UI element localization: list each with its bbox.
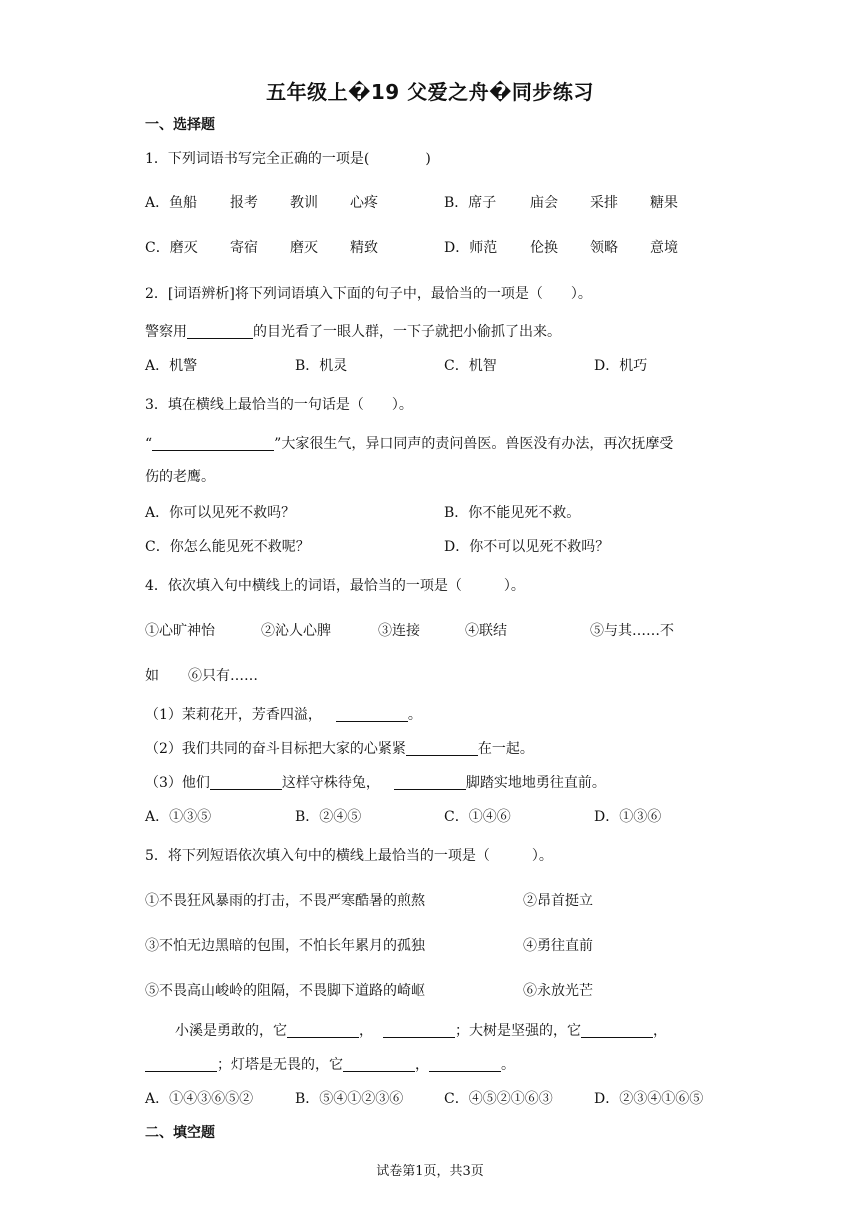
q4-option-a: A．①③⑤ xyxy=(145,809,212,825)
q4-sentence-1 xyxy=(145,704,422,724)
answer-blank xyxy=(429,1057,501,1072)
q2-option-b: B．机灵 xyxy=(295,358,348,374)
question-1-stem-close: ) xyxy=(425,151,431,167)
answer-blank xyxy=(336,707,408,722)
question-4-stem: 4．依次填入句中横线上的词语，最恰当的一项是（ ）。 xyxy=(145,578,525,594)
q4-s1-end: 。 xyxy=(407,707,422,723)
q4-option-b: B．②④⑤ xyxy=(295,809,362,825)
q4-s1-text: （1）茉莉花开，芳香四溢， xyxy=(145,707,322,723)
answer-blank xyxy=(383,1023,455,1038)
q4-s3-mid: 这样守株待兔， xyxy=(281,775,380,791)
q5-phrase-3: ③不怕无边黑暗的包围，不怕长年累月的孤独 xyxy=(145,938,425,954)
q5-l1-text-1: 小溪是勇敢的，它 xyxy=(175,1023,287,1039)
q1-option-a-2: 教训 xyxy=(290,195,318,211)
q4-word-2: ②沁人心脾 xyxy=(261,623,331,639)
answer-blank xyxy=(152,436,274,451)
q4-word-4: ④联结 xyxy=(465,623,507,639)
q5-option-d: D．②③④①⑥⑤ xyxy=(594,1091,704,1107)
q1-option-a-3: 心疼 xyxy=(350,195,378,211)
answer-blank xyxy=(145,1057,217,1072)
question-2-sentence xyxy=(145,321,561,341)
q5-l2-comma: ， xyxy=(415,1057,429,1073)
q2-sentence-start: 警察用 xyxy=(145,324,187,340)
q5-l2-end: 。 xyxy=(501,1057,515,1073)
question-3-stem: 3．填在横线上最恰当的一句话是（ ）。 xyxy=(145,397,413,413)
answer-blank xyxy=(394,775,466,790)
question-3-line-2: 伤的老鹰。 xyxy=(145,469,215,485)
q4-option-c: C．①④⑥ xyxy=(444,809,511,825)
q5-l1-text-2: ；大树是坚强的，它 xyxy=(455,1023,581,1039)
q5-phrase-4: ④勇往直前 xyxy=(523,938,593,954)
q2-option-a: A．机警 xyxy=(145,358,198,374)
q4-word-1: ①心旷神怡 xyxy=(145,623,215,639)
q1-option-b-2: 采排 xyxy=(590,195,618,211)
q1-option-d-3: 意境 xyxy=(650,240,678,256)
q3-option-b: B．你不能见死不救。 xyxy=(444,505,581,521)
q5-passage-line-2 xyxy=(145,1054,515,1074)
q1-option-d-0: D．师范 xyxy=(444,240,498,256)
answer-blank xyxy=(343,1057,415,1072)
section-heading-choice: 一、选择题 xyxy=(145,117,215,133)
answer-blank xyxy=(187,324,253,339)
page-footer: 试卷第1页，共3页 xyxy=(376,1164,484,1179)
q5-l1-comma-2: ， xyxy=(653,1023,667,1039)
question-1-stem-text: 1．下列词语书写完全正确的一项是( xyxy=(145,151,370,167)
q2-option-c: C．机智 xyxy=(444,358,497,374)
q3-option-c: C．你怎么能见死不救呢？ xyxy=(145,539,310,555)
answer-blank xyxy=(287,1023,359,1038)
q3-option-a: A．你可以见死不救吗？ xyxy=(145,505,296,521)
answer-blank xyxy=(210,775,282,790)
section-heading-fill-in: 二、填空题 xyxy=(145,1125,215,1141)
q5-phrase-2: ②昂首挺立 xyxy=(523,893,593,909)
question-3-line-1 xyxy=(145,433,673,453)
q1-option-c-1: 寄宿 xyxy=(230,240,258,256)
page-title: 五年级上�19 父爱之舟�同步练习 xyxy=(266,80,594,104)
question-1-stem xyxy=(145,148,431,168)
answer-blank xyxy=(581,1023,653,1038)
q3-option-d: D．你不可以见死不救吗？ xyxy=(444,539,610,555)
q1-option-c-2: 磨灭 xyxy=(290,240,318,256)
q4-word-5: ⑤与其……不 xyxy=(590,623,674,639)
q4-word-6: ⑥只有…… xyxy=(188,668,258,684)
q3-open-quote: “ xyxy=(145,436,153,452)
q1-option-a-1: 报考 xyxy=(230,195,258,211)
q1-option-d-1: 伦换 xyxy=(530,240,558,256)
q5-passage-line-1 xyxy=(175,1020,667,1040)
q3-line-1-text: ”大家很生气，异口同声的责问兽医。兽医没有办法，再次抚摩受 xyxy=(274,436,674,452)
q4-option-d: D．①③⑥ xyxy=(594,809,662,825)
q1-option-c-3: 精致 xyxy=(350,240,378,256)
q1-option-b-1: 庙会 xyxy=(530,195,558,211)
q2-sentence-end: 的目光看了一眼人群，一下子就把小偷抓了出来。 xyxy=(253,324,561,340)
q1-option-a-0: A．鱼船 xyxy=(145,195,198,211)
q4-s3-end: 脚踏实地地勇往直前。 xyxy=(465,775,606,791)
q1-option-b-0: B．席子 xyxy=(444,195,497,211)
q5-phrase-6: ⑥永放光芒 xyxy=(523,983,593,999)
q1-option-d-2: 领略 xyxy=(590,240,618,256)
q4-word-3: ③连接 xyxy=(378,623,420,639)
question-2-stem: 2．[词语辨析]将下列词语填入下面的句子中，最恰当的一项是（ ）。 xyxy=(145,286,592,302)
q5-l1-comma-1: ， xyxy=(359,1023,373,1039)
q5-l2-text: ；灯塔是无畏的，它 xyxy=(217,1057,343,1073)
answer-blank xyxy=(406,741,478,756)
q4-s2-text: （2）我们共同的奋斗目标把大家的心紧紧 xyxy=(145,741,406,757)
q4-sentence-2 xyxy=(145,738,534,758)
q2-option-d: D．机巧 xyxy=(594,358,648,374)
q4-s2-end: 在一起。 xyxy=(477,741,534,757)
q4-s3-start: （3）他们 xyxy=(145,775,210,791)
q5-option-c: C．④⑤②①⑥③ xyxy=(444,1091,553,1107)
q4-word-5-cont: 如 xyxy=(145,668,159,684)
q1-option-c-0: C．磨灭 xyxy=(145,240,198,256)
q1-option-b-3: 糖果 xyxy=(650,195,678,211)
question-5-stem: 5．将下列短语依次填入句中的横线上最恰当的一项是（ ）。 xyxy=(145,848,553,864)
q5-phrase-5: ⑤不畏高山峻岭的阻隔，不畏脚下道路的崎岖 xyxy=(145,983,425,999)
q4-sentence-3 xyxy=(145,772,606,792)
q5-phrase-1: ①不畏狂风暴雨的打击，不畏严寒酷暑的煎熬 xyxy=(145,893,425,909)
q5-option-a: A．①④③⑥⑤② xyxy=(145,1091,254,1107)
q5-option-b: B．⑤④①②③⑥ xyxy=(295,1091,404,1107)
